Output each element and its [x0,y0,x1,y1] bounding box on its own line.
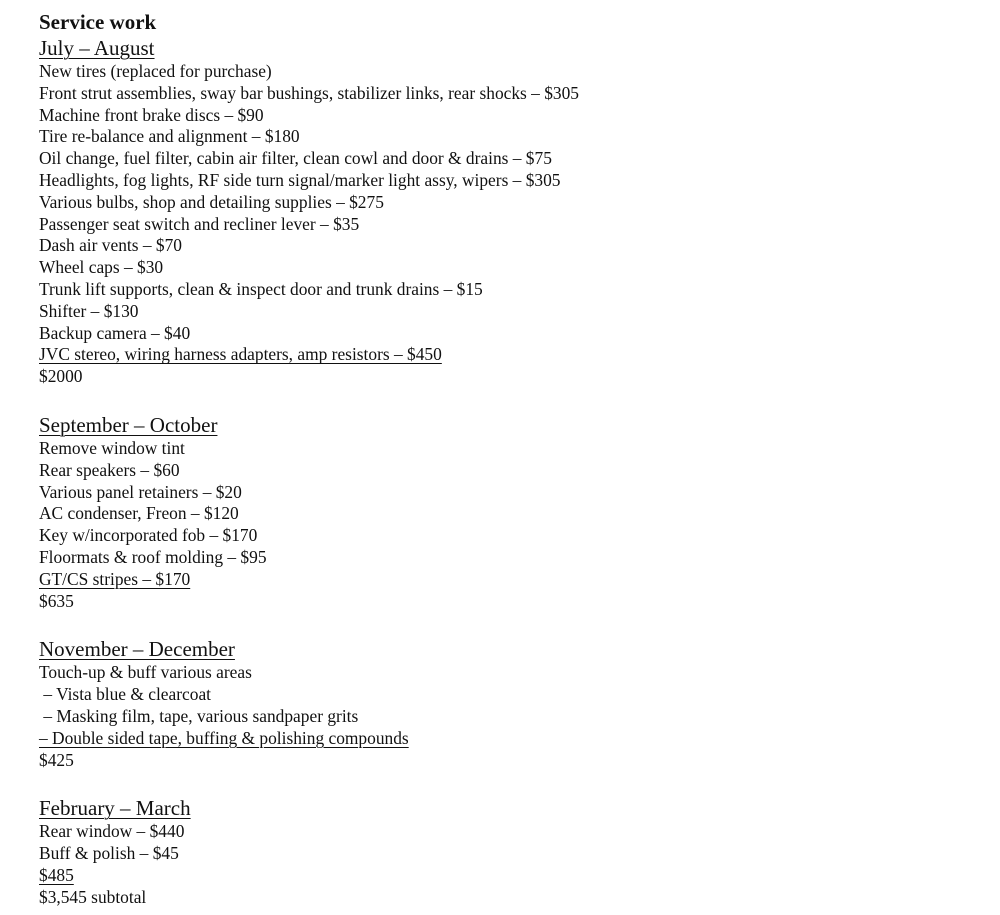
list-item: New tires (replaced for purchase) [39,61,272,81]
section-heading: November – December [39,637,235,662]
list-item: Dash air vents – $70 [39,235,182,256]
section-total: $2000 [39,366,83,387]
list-item: – Double sided tape, buffing & polishing compounds [39,727,409,748]
list-item: Front strut assemblies, sway bar bushings, stabilizer links, rear shocks – $305 [39,82,580,103]
list-item: Machine front brake discs – $90 [39,104,264,125]
list-item: Passenger seat switch and recliner lever – $35 [39,213,360,234]
list-item: Shifter – $130 [39,300,139,321]
list-item: Oil change, fuel filter, cabin air filter, clean cowl and door & drains – $75 [39,148,552,169]
section-july-august [39,35,979,388]
document-title: Service work [39,10,157,34]
list-item: Various panel retainers – $20 [39,481,242,502]
list-item: JVC stereo, wiring harness adapters, amp resistors – $450 [39,344,442,365]
list-item: Rear window – $440 [39,821,185,842]
list-item: Headlights, fog lights, RF side turn signal/marker light assy, wipers – $305 [39,169,561,190]
list-item: Key w/incorporated fob – $170 [39,525,258,546]
list-item: Rear speakers – $60 [39,459,180,480]
grand-subtotal: $3,545 subtotal [39,886,147,907]
list-item: Touch-up & buff various areas [39,662,252,683]
section-november-december [39,636,979,771]
document [39,9,979,909]
list-item: Wheel caps – $30 [39,257,164,278]
section-heading: July – August [39,36,155,60]
list-item: Buff & polish – $45 [39,843,179,864]
list-item: – Masking film, tape, various sandpaper grits [39,705,359,726]
list-item: Tire re-balance and alignment – $180 [39,126,300,147]
section-heading: February – March [39,796,191,821]
list-item: Remove window tint [39,437,185,458]
section-heading: September – October [39,412,218,437]
section-total: $635 [39,590,74,611]
list-item: Various bulbs, shop and detailing supplies – $275 [39,191,384,212]
section-february-march [39,795,979,908]
list-item: Floormats & roof molding – $95 [39,546,267,567]
section-total: $485 [39,864,74,885]
list-item: AC condenser, Freon – $120 [39,503,239,524]
list-item: Backup camera – $40 [39,322,191,343]
list-item: – Vista blue & clearcoat [39,684,211,705]
list-item: GT/CS stripes – $170 [39,568,191,589]
section-september-october [39,412,979,612]
section-total: $425 [39,749,74,770]
list-item: Trunk lift supports, clean & inspect door and trunk drains – $15 [39,278,483,299]
